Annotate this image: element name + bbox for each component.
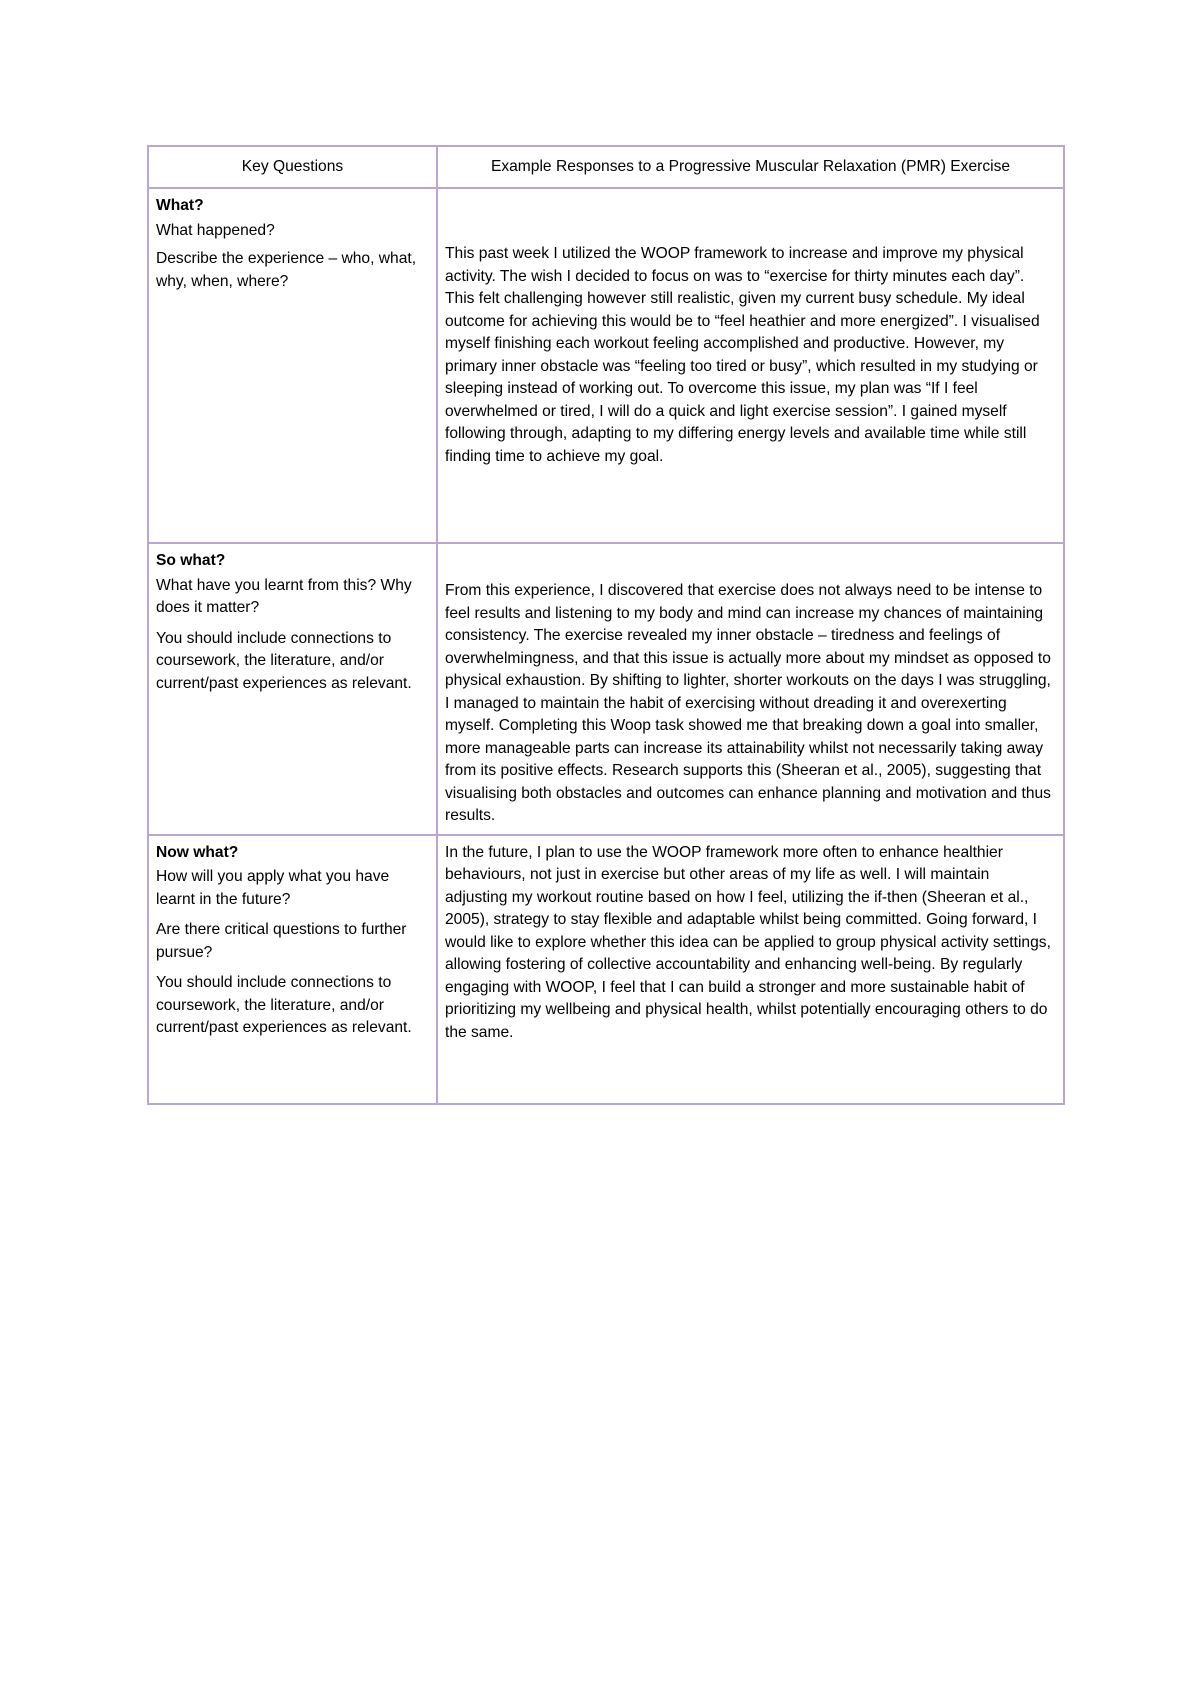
question-cell-so-what	[148, 543, 437, 835]
response-text: This past week I utilized the WOOP framework to increase and improve my physical activity. The wish I decided to focus on was to “exercise for thirty minutes each day”. This felt challenging however still realistic, given my current busy schedule. My ideal outcome for achieving this would be to “feel heathier and more energized”. I visualised myself finishing each workout feeling accomplished and productive. However, my primary inner obstacle was “feeling too tired or busy”, which resulted in my studying or sleeping instead of working out. To overcome this issue, my plan was “If I feel overwhelmed or tired, I will do a quick and light exercise session”. I gained myself following through, adapting to my differing energy levels and available time while still finding time to achieve my goal.	[445, 245, 1040, 465]
question-prompt: You should include connections to coursework, the literature, and/or current/past experiences as relevant.	[156, 974, 412, 1036]
question-prompt: Are there critical questions to further pursue?	[156, 921, 407, 961]
response-cell-now-what	[437, 835, 1064, 1104]
table-row	[148, 835, 1064, 1104]
question-prompt: You should include connections to coursework, the literature, and/or current/past experiences as relevant.	[156, 629, 412, 692]
question-cell-now-what	[148, 835, 437, 1104]
question-prompt: How will you apply what you have learnt in the future?	[156, 868, 390, 908]
table-header-row	[148, 146, 1064, 188]
reflection-table	[147, 145, 1065, 1105]
table-row	[148, 543, 1064, 835]
header-example-responses: Example Responses to a Progressive Muscular Relaxation (PMR) Exercise	[437, 146, 1064, 188]
question-prompt: What happened?	[156, 221, 275, 239]
response-cell-so-what	[437, 543, 1064, 835]
question-prompt: What have you learnt from this? Why does it matter?	[156, 576, 412, 616]
table-row	[148, 188, 1064, 543]
response-text: In the future, I plan to use the WOOP framework more often to enhance healthier behaviours, not just in exercise but other areas of my life as well. I will maintain adjusting my workout routine based on how I feel, utilizing the if-then (Sheeran et al., 2005), strategy to stay flexible and adaptable whilst being committed. Going forward, I would like to explore whether this idea can be applied to group physical activity settings, allowing fostering of collective accountability and enhancing well-being. By regularly engaging with WOOP, I feel that I can build a stronger and more sustainable habit of prioritizing my wellbeing and physical health, whilst potentially encouraging others to do the same.	[445, 843, 1051, 1041]
response-cell-what	[437, 188, 1064, 543]
question-prompt: Describe the experience – who, what, why, when, where?	[156, 250, 417, 290]
question-title: So what?	[156, 552, 226, 569]
response-text: From this experience, I discovered that exercise does not always need to be intense to feel results and listening to my body and mind can increase my chances of maintaining consistency. The exercise revealed my inner obstacle – tiredness and feelings of overwhelmingness, and that this issue is actually more about my mindset as opposed to physical exhaustion. By shifting to lighter, shorter workouts on the days I was struggling, I managed to maintain the habit of exercising without dreading it and overexerting myself. Completing this Woop task showed me that breaking down a goal into smaller, more manageable parts can increase its attainability whilst not necessarily taking away from its positive effects. Research supports this (Sheeran et al., 2005), suggesting that visualising both obstacles and outcomes can enhance planning and motivation and thus results.	[445, 582, 1051, 824]
question-cell-what	[148, 188, 437, 543]
question-title: What?	[156, 197, 204, 214]
header-key-questions: Key Questions	[148, 146, 437, 188]
question-title: Now what?	[156, 843, 239, 861]
